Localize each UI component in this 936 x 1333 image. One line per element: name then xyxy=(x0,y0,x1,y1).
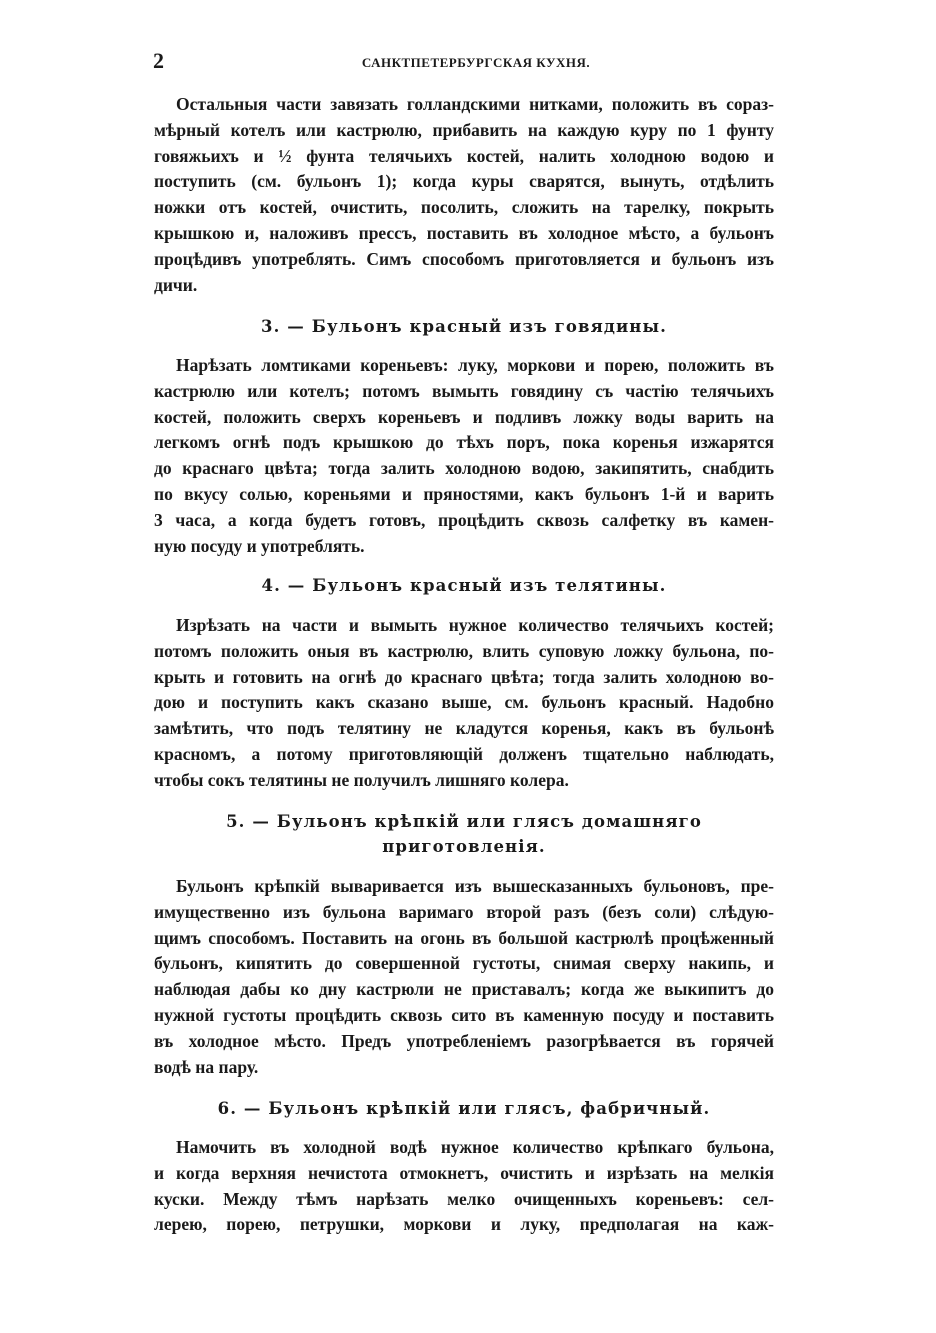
section-heading xyxy=(154,314,774,339)
text-line: ную посуду и употреблять. xyxy=(154,535,365,556)
text-line: красномъ, а потому приготовляющій долженъ тщательно наблюдать, xyxy=(154,743,774,764)
text-line: кастрюлю или котелъ; потомъ вымыть говядину съ частію телячьихъ xyxy=(154,380,774,401)
text-line: въ холодное мѣсто. Предъ употребленіемъ разогрѣвается въ горячей xyxy=(154,1030,774,1051)
intro-paragraph xyxy=(154,92,774,298)
text-line: наблюдая дабы ко дну кастрюли не приставалъ; когда же выкипитъ до xyxy=(154,979,774,1000)
text-line: говяжьихъ и ½ фунта телячьихъ костей, налить холодною водою и xyxy=(154,145,774,166)
section-paragraph xyxy=(154,613,774,794)
section-paragraph xyxy=(154,874,774,1080)
text-line: крышкою и, наложивъ прессъ, поставить въ холодное мѣсто, а бульонъ xyxy=(154,222,774,243)
heading-line: 3. — Бульонъ красный изъ говядины. xyxy=(261,317,667,336)
section-heading xyxy=(154,1096,774,1121)
text-line: имущественно изъ бульона варимаго второй разъ (безъ соли) слѣдую- xyxy=(154,901,774,922)
text-line: бульонъ, кипятить до совершенной густоты, снимая сверху накипь, и xyxy=(154,953,774,974)
text-line: Изрѣзать на части и вымыть нужное количество телячьихъ костей; xyxy=(176,615,774,635)
heading-line: 4. — Бульонъ красный изъ телятины. xyxy=(261,576,667,595)
page-number: 2 xyxy=(153,48,164,73)
section-paragraph xyxy=(154,353,774,559)
text-line: Бульонъ крѣпкій вываривается изъ вышесказанныхъ бульоновъ, пре- xyxy=(176,876,774,896)
heading-line: 6. — Бульонъ крѣпкій или глясъ, фабричный. xyxy=(217,1099,711,1118)
text-line: до краснаго цвѣта; тогда залить холодною водою, закипятить, снабдить xyxy=(154,458,774,479)
text-line: легкомъ огнѣ подъ крышкою до тѣхъ поръ, пока коренья изжарятся xyxy=(154,432,774,453)
heading-line: 5. — Бульонъ крѣпкій или глясъ домашняго xyxy=(226,812,702,831)
text-line: ножки отъ костей, очистить, посолить, сложить на тарелку, покрыть xyxy=(154,197,774,218)
text-line: мѣрный котелъ или кастрюлю, прибавить на каждую куру по 1 фунту xyxy=(154,119,774,140)
text-line: и когда верхняя нечистота отмокнетъ, очистить и изрѣзать на мелкія xyxy=(154,1162,774,1183)
section-paragraph xyxy=(154,1135,774,1238)
text-line: 3 часа, а когда будетъ готовъ, процѣдить сквозь салфетку въ камен- xyxy=(154,509,774,530)
heading-line: приготовленія. xyxy=(382,837,546,856)
section-heading xyxy=(154,573,774,598)
text-line: процѣдивъ употреблять. Симъ способомъ приготовляется и бульонъ изъ xyxy=(154,248,774,269)
text-line: Нарѣзать ломтиками кореньевъ: луку, моркови и порею, положить въ xyxy=(176,355,774,375)
text-line: Остальныя части завязать голландскими нитками, положить въ сораз- xyxy=(176,94,774,114)
text-line: дою и поступить какъ сказано выше, см. бульонъ красный. Надобно xyxy=(154,692,774,713)
text-line: дичи. xyxy=(154,274,198,295)
running-title: САНКТПЕТЕРБУРГСКАЯ КУХНЯ. xyxy=(361,55,591,70)
text-line: потомъ положить оныя въ кастрюлю, влить суповую ложку бульона, по- xyxy=(154,640,774,661)
text-line: водѣ на пару. xyxy=(154,1056,259,1077)
text-line: крыть и готовить на огнѣ до краснаго цвѣта; тогда залить холодною во- xyxy=(154,666,774,687)
text-line: Намочить въ холодной водѣ нужное количество крѣпкаго бульона, xyxy=(176,1137,774,1157)
text-line: чтобы сокъ телятины не получилъ лишняго колера. xyxy=(154,769,569,790)
text-line: лерею, порею, петрушки, моркови и луку, предполагая на каж- xyxy=(154,1214,774,1235)
text-line: по вкусу солью, кореньями и пряностями, какъ бульонъ 1-й и варить xyxy=(154,483,774,504)
text-line: поступить (см. бульонъ 1); когда куры сварятся, вынуть, отдѣлить xyxy=(154,171,774,192)
text-line: замѣтить, что подъ телятину не кладутся коренья, какъ въ бульонѣ xyxy=(154,718,774,739)
text-line: костей, положить сверхъ кореньевъ и подливъ ложку воды варить на xyxy=(154,406,774,427)
text-line: куски. Между тѣмъ нарѣзать мелко очищенныхъ кореньевъ: сел- xyxy=(154,1188,774,1209)
section-heading xyxy=(154,809,774,859)
text-line: щимъ способомъ. Поставить на огонь въ большой кастрюлѣ процѣженный xyxy=(154,927,774,948)
text-line: нужной густоты процѣдить сквозь сито въ каменную посуду и поставить xyxy=(154,1004,774,1025)
